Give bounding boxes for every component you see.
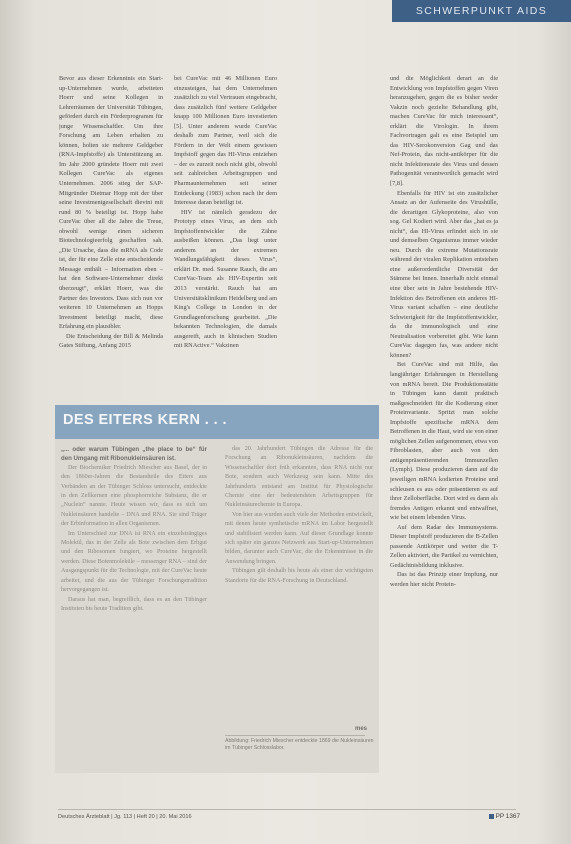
box-header — [55, 405, 379, 439]
paragraph: Daraus hat man, begreiflich, dass es an den Tübinger Instituten bis heute Tradition gibt. — [61, 596, 207, 612]
article-column-1 — [59, 74, 163, 399]
box-lead: „... oder warum Tübingen „the place to be“ für den Umgang mit Ribonukleinsäuren ist. — [61, 446, 207, 463]
article-column-3 — [390, 74, 498, 774]
box-caption: Abbildung: Friedrich Miescher entdeckte 1869 die Nukleinsäuren im Tübinger Schlosslabor. — [225, 738, 374, 751]
paragraph: Auf dem Radar des Immunsystems. Dieser Impfstoff produzieren die B-Zellen passende Antikörper und weiter die T-Zellen aktiviert, die Partikel zu vernichten, Gedächtnisbildung inklusive. — [390, 523, 498, 569]
paragraph: Tübingen gilt deshalb bis heute als einer der wichtigsten Standorte für die RNA-Forschung in Deutschland. — [225, 568, 373, 584]
box-column-1 — [61, 445, 207, 763]
caption-divider — [225, 735, 365, 736]
footer-divider — [58, 809, 516, 810]
article-column-2 — [174, 74, 277, 399]
square-marker-icon — [489, 814, 494, 819]
box-title: DES EITERS KERN . . . — [63, 412, 227, 428]
journal-citation: Deutsches Ärzteblatt | Jg. 113 | Heft 20 | 20. Mai 2016 — [58, 814, 192, 820]
paragraph: Der Biochemiker Friedrich Miescher aus Basel, der in den 1860er-Jahren die Bestandteile des Eiters aus Verbänden an der Tübinger Schloss untersucht, entdeckte in den Zellkernen eine phosphorreiche Substanz, die er „Nuclein“ nannte. Heute wissen wir, dass es sich um Nukleinsäuren handelte – DNA und RNA. Sie sind Träger der Erbinformation in allen Organismen. — [61, 464, 207, 528]
paragraph: Bevor aus dieser Erkenntnis ein Start-up-Unternehmen wurde, arbeiteten Hoerr und seine Kollegen in Lehrerräumen der Universität Tübingen, gefördert durch ein Förderprogramm für junge Wissenschaftler. Um ihre Forschung am Leben erhalten zu können, holten sie mehrere Geldgeber (RNA-Impfstoffe) als Unterstützung an. Im Jahr 2000 gründete Hoerr mit zwei Kollegen CureVac als eigenes Unternehmen. 2006 stieg der SAP-Mitgründer Dietmar Hopp mit der über seine Investmentgesellschaft dievini mit rund 80 % beteiligt ist. Hopp habe CureVac über all die Jahre die Treue, obwohl wenige einen sicheren Biotechnologieerfolg geschaffen sah. „Die Ursache, dass die mRNA als Code ist, der für eine Zelle eine entscheidende Message enthält – Information eben – hat den Software-Unternehmer direkt überzeugt“, erklärt Hoerr, was die Partner des Investors. Dass sich nun vor weiteren 10 Unternehmen an Hopps Investment beteiligt macht, diese Erfahrung ein plausibler. — [59, 75, 163, 331]
paragraph: Von hier aus wurden auch viele der Methoden entwickelt, mit denen heute synthetische mRNA im Labor hergestellt und stabilisiert werden kann. Auf dieser Grundlage konnte sich später ein ganzes Netzwerk aus Start-up-Unternehmen bilden, darunter auch CureVac, die die Erkenntnisse in die Anwendung bringen. — [225, 511, 373, 565]
box-column-2 — [225, 445, 373, 735]
paragraph: Ebenfalls für HIV ist ein zusätzlicher Ansatz an der Aufenseite des Virushülle, die derartigen Glykoproteine, also von sog. Gel Kodiert wird. Aber das „hat es ja nicht“, das HI-Virus erfindet sich in sie und demselben Organismus immer wieder neu. Durch die extreme Mutationsrate während der viralen Replikation entstehen eine außerordentliche Diversität der Stämme bei Innen. Innerhalb nicht einmal eine über sein in Jahre bestehende HIV-Infektion des Betroffenen ein anderes HI-Virus variant schaffen – eine deutliche Schwierigkeit für die Impfstoffentwickler, da die immunologisch und eine Neutralisation vorbereitet gibt. Wie kann CureVac dagegen fas, was andere nicht können? — [390, 189, 498, 359]
paragraph: Im Unterschied zur DNA ist RNA ein einzelsträngiges Molekül, das in der Zelle als Bote zwischen dem Erbgut und den Ribosomen fungiert, wo Proteine hergestellt werden. Diese Botenmoleküle – messenger RNA – sind der Ausgangspunkt für die Technologie, mit der CureVac heute arbeitet, und die aus der Tübinger Forschungstradition hervorgegangen ist. — [61, 530, 207, 594]
paragraph: Die Entscheidung der Bill & Melinda Gates Stiftung, Anfang 2015 — [59, 332, 163, 350]
author-initials: mes — [355, 726, 368, 732]
paragraph: HIV ist nämlich geradezu der Prototyp eines Virus, an dem sich Impfstoffentwickler die Zähne ausbeißen können. „Das liegt unter anderem an der extremen Wandlungsfähigkeit dieses Virus“, erklärt Dr. med. Susanne Rauch, die am CureVac-Team als HIV-Expertin seit 2013 verstärkt. Rauch hat am Universitätsklinikum Heidelberg und am King's College in London in der Grundlagenforschung gearbeitet. „Die bekannten Technologien, die damals ausgereift, auch in klinischen Studien mit RNActive.“ Vakzinen — [174, 208, 277, 350]
section-banner: SCHWERPUNKT AIDS — [392, 0, 571, 22]
paragraph: bei CureVac mit 46 Millionen Euro einzusteigen, hat dem Unternehmen zusätzlich zu viel Vertrauen eingebracht, dass zusätzlich fünf weitere Geldgeber knapp 100 Millionen Euro investierten [5]. Unter anderem wurde CureVac deshalb zum Partner, weil sich die Fördern in der Welt einem gewissen Impfstoff gegen das HI-Virus entziehen – der es zurzeit noch nicht gibt, obwohl seit zahlreichen Arbeitsgruppen und Pharmaunternehmen seit seiner Entdeckung (1983) schon nach ihr dem Interesse daran beteiligt ist. — [174, 75, 277, 207]
paragraph: Bei CureVac sind mit Hilfe, das langjähriger Erfahrungen in Herstellung von mRNA bereit. Die Produktionsstätte in Tübingen kann damit praktisch maßgeschneidert für die Kodierung einer Proteinvariante. Spritzt man solche Impfstoffe spezifische mRNA dem Betroffenen in die Haut, wird sie von einer möglichen Zellen aufgenommen, etwa von Fibroblasten, aber auch von den antigenpräsentierenden Immunzellen (Lymph). Diese produzieren dann auf die jeweiligen mRNA kodierten Proteine und schleusen es aus oder präsentieren es auf ihrer Zelloberfläche. Dort wird es dann als fremdes Antigen erkannt und entwaffnet, wie bei einem lebenden Virus. — [390, 361, 498, 522]
sidebar-box — [55, 405, 379, 773]
paragraph: Das ist das Prinzip einer Impfung, nur werden hier nicht Protein- — [390, 571, 498, 588]
page-number-text: PP 1367 — [495, 813, 520, 820]
paragraph: und die Möglichkeit derart an die Entwicklung von Impfstoffen gegen Viren heranzugehen, gegen die es bisher weder Vakzin noch gezielte Behandlung gibt, machen CureVac für mich interessant“, erklärt die Virologin. In ihrem Fachvortragen galt es eine Beispiel um das HIV-Serokonversion Gag und das Nef-Protein, das nicht-antikörper für die nicht Infektionsrate des Virus und dessen Pathogenität verantwortlich gemacht wird [7,8]. — [390, 75, 498, 188]
page-number — [470, 813, 520, 820]
paragraph: das 20. Jahrhundert Tübingen die Adresse für die Forschung an Ribonukleinsäuren, nachdem die Wissenschaftler dort früh erkannten, dass RNA nicht nur Bote, sondern auch Werkzeug sein kann. Mitte des Jahrhunderts entstand am Institut für Physiologische Chemie eine der bedeutendsten Arbeitsgruppen für Nukleinsäurechemie in Europa. — [225, 446, 373, 509]
